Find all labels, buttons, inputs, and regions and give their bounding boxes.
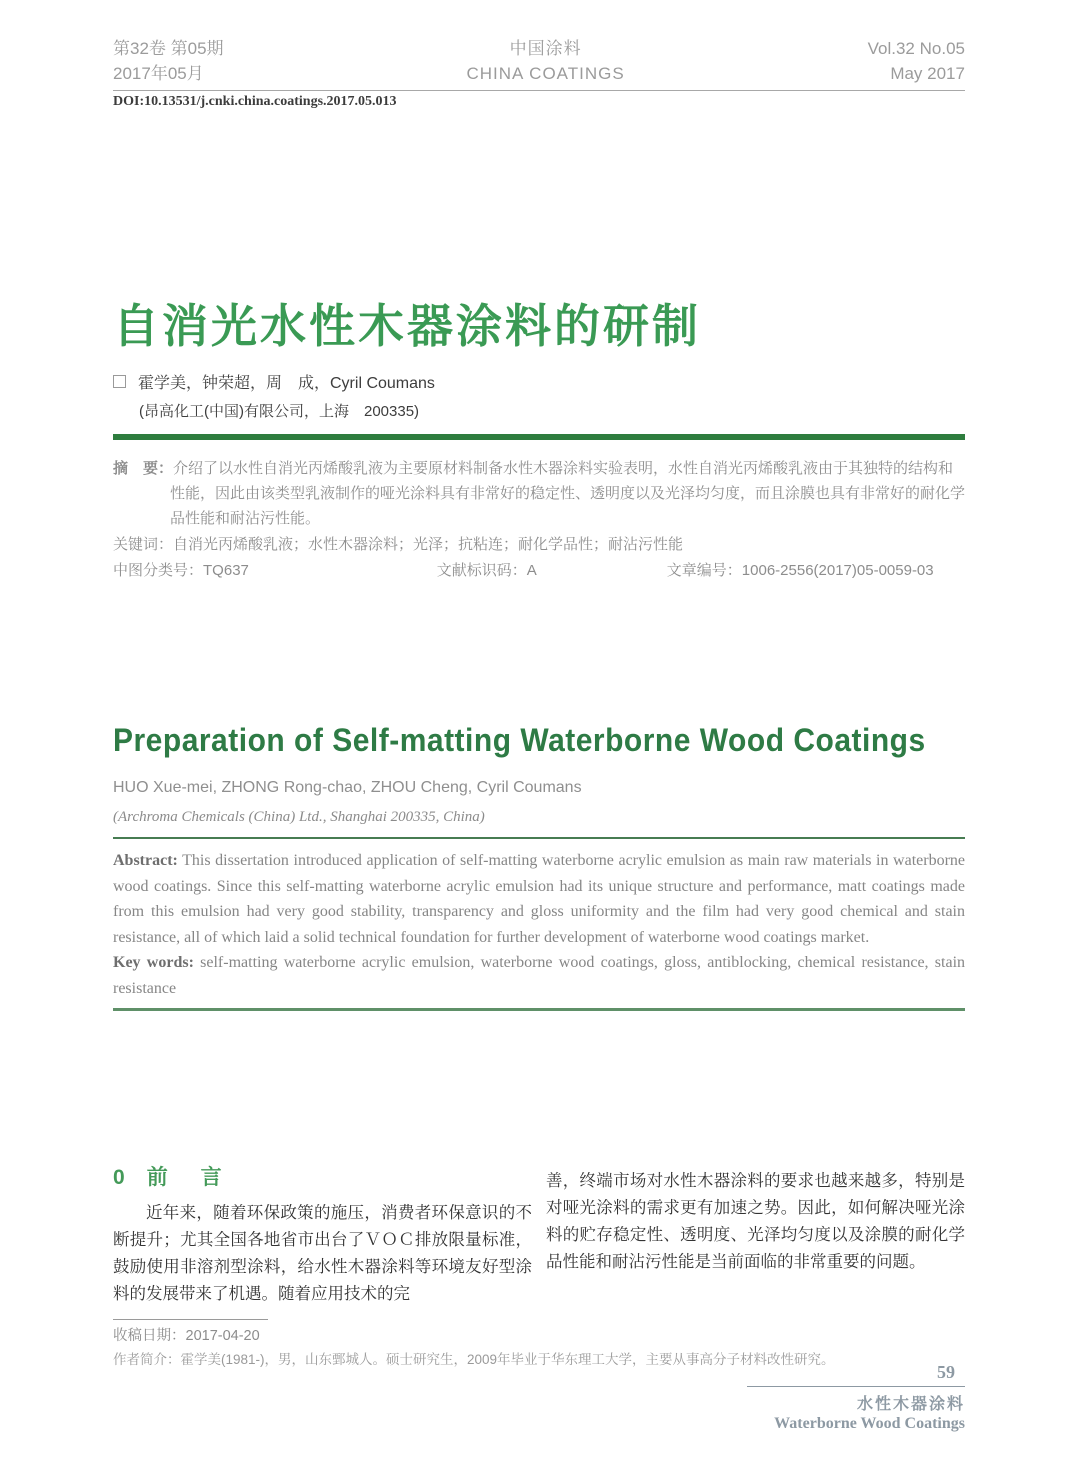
keywords-en-text: self-matting waterborne acrylic emulsion, waterborne wood coatings, gloss, antiblocking, chemical resistance, stain resistance [113, 954, 966, 997]
divider-thin-green [113, 837, 965, 839]
footnote-divider [113, 1319, 268, 1320]
column-left [113, 1163, 532, 1307]
divider-mid-green [113, 1008, 965, 1011]
clc-label: 中图分类号： [113, 562, 204, 579]
authors-cn [113, 370, 965, 393]
article-title-cn: 自消光水性木器涂料的研制 [113, 300, 701, 352]
journal-name-cn: 中国涂料 [509, 39, 582, 58]
section-number: 0 [113, 1166, 127, 1189]
author-bio-label: 作者简介： [113, 1352, 181, 1367]
abstract-cn-label: 摘 要： [113, 460, 174, 477]
abstract-en-label: Abstract: [113, 852, 178, 869]
footer-column-en: Waterborne Wood Coatings [774, 1415, 965, 1432]
article-id-label: 文章编号： [666, 562, 742, 579]
doc-code [437, 558, 667, 583]
keywords-cn [113, 532, 965, 557]
header-center [466, 36, 624, 86]
header-right [868, 36, 965, 86]
date-cn: 2017年05月 [113, 64, 204, 83]
abstract-en-text: This dissertation introduced application of self-matting waterborne acrylic emulsion as main raw materials in waterborne wood coatings. Since this self-matting waterborne acrylic emulsion had its unique structure and performance, matt coatings made from this emulsion had very good stability, transparency and gloss uniformity and the film had very good chemical and stain resistance, all of which laid a solid technical foundation for further development of waterborne wood coatings market. [113, 852, 965, 946]
author-bio-text: 霍学美(1981-)，男，山东鄄城人。硕士研究生，2009年毕业于华东理工大学，主要从事高分子材料改性研究。 [180, 1352, 835, 1367]
footer-divider [747, 1386, 965, 1387]
abstract-cn [113, 456, 965, 531]
volume-issue-en: Vol.32 No.05 [867, 39, 965, 58]
received-date-label: 收稿日期： [113, 1328, 186, 1344]
header-left [113, 36, 224, 86]
journal-header [113, 0, 965, 91]
clc-value: TQ637 [203, 562, 249, 579]
intro-paragraph-right: 善，终端市场对水性木器涂料的要求也越来越多，特别是对哑光涂料的需求更有加速之势。因此，如何解决哑光涂料的贮存稳定性、透明度、光泽均匀度以及涂膜的耐化学品性能和耐沾污性能是当前面临的非常重要的问题。 [546, 1171, 965, 1271]
authors-cn-text: 霍学美，钟荣超，周 成，Cyril Coumans [138, 375, 435, 392]
intro-paragraph-left: 近年来，随着环保政策的施压，消费者环保意识的不断提升；尤其全国各地省市出台了ＶＯＣ排放限量标准，鼓励使用非溶剂型涂料，给水性木器涂料等环境友好型涂料的发展带来了机遇。随着应用技术的完 [113, 1203, 532, 1303]
introduction-section [113, 1163, 965, 1307]
keywords-en-label: Key words: [113, 954, 194, 971]
doi: DOI:10.13531/j.cnki.china.coatings.2017.05.013 [113, 94, 397, 109]
date-en: May 2017 [890, 64, 965, 83]
article-title-en: Preparation of Self-matting Waterborne Wood Coatings [113, 723, 926, 759]
affiliation-cn: (昂高化工(中国)有限公司，上海 200335) [139, 403, 420, 420]
page-number: 59 [937, 1362, 955, 1382]
column-right [546, 1163, 965, 1307]
section-heading [113, 1163, 532, 1193]
abstract-cn-text: 介绍了以水性自消光丙烯酸乳液为主要原材料制备水性木器涂料实验表明，水性自消光丙烯酸乳液由于其独特的结构和性能，因此由该类型乳液制作的哑光涂料具有非常好的稳定性、透明度以及光泽均匀度，而且涂膜也具有非常好的耐化学品性能和耐沾污性能。 [170, 460, 966, 527]
doc-code-value: A [526, 562, 537, 579]
affiliation-en: (Archroma Chemicals (China) Ltd., Shanghai 200335, China) [113, 809, 485, 825]
footer-column-cn: 水性木器涂料 [856, 1396, 965, 1413]
received-date-value: 2017-04-20 [185, 1328, 260, 1344]
divider-thick-green [113, 434, 965, 440]
keywords-en [113, 950, 965, 1001]
article-id-value: 1006-2556(2017)05-0059-03 [741, 562, 934, 579]
abstract-cn-block [113, 456, 965, 583]
keywords-cn-label: 关键词： [113, 536, 174, 553]
author-marker-square-icon [113, 375, 126, 388]
journal-name-en: CHINA COATINGS [466, 64, 625, 83]
volume-issue-cn: 第32卷 第05期 [113, 39, 224, 58]
keywords-cn-text: 自消光丙烯酸乳液；水性木器涂料；光泽；抗粘连；耐化学品性；耐沾污性能 [173, 536, 684, 553]
page-footer [747, 1362, 965, 1433]
doc-code-label: 文献标识码： [436, 562, 527, 579]
abstract-en [113, 848, 965, 950]
received-date [113, 1325, 965, 1347]
abstract-en-block [113, 848, 965, 1001]
classification-row [113, 558, 965, 583]
section-title: 前 言 [146, 1166, 228, 1189]
authors-en: HUO Xue-mei, ZHONG Rong-chao, ZHOU Cheng, Cyril Coumans [113, 779, 582, 796]
article-id [667, 558, 965, 583]
clc-number [113, 558, 437, 583]
